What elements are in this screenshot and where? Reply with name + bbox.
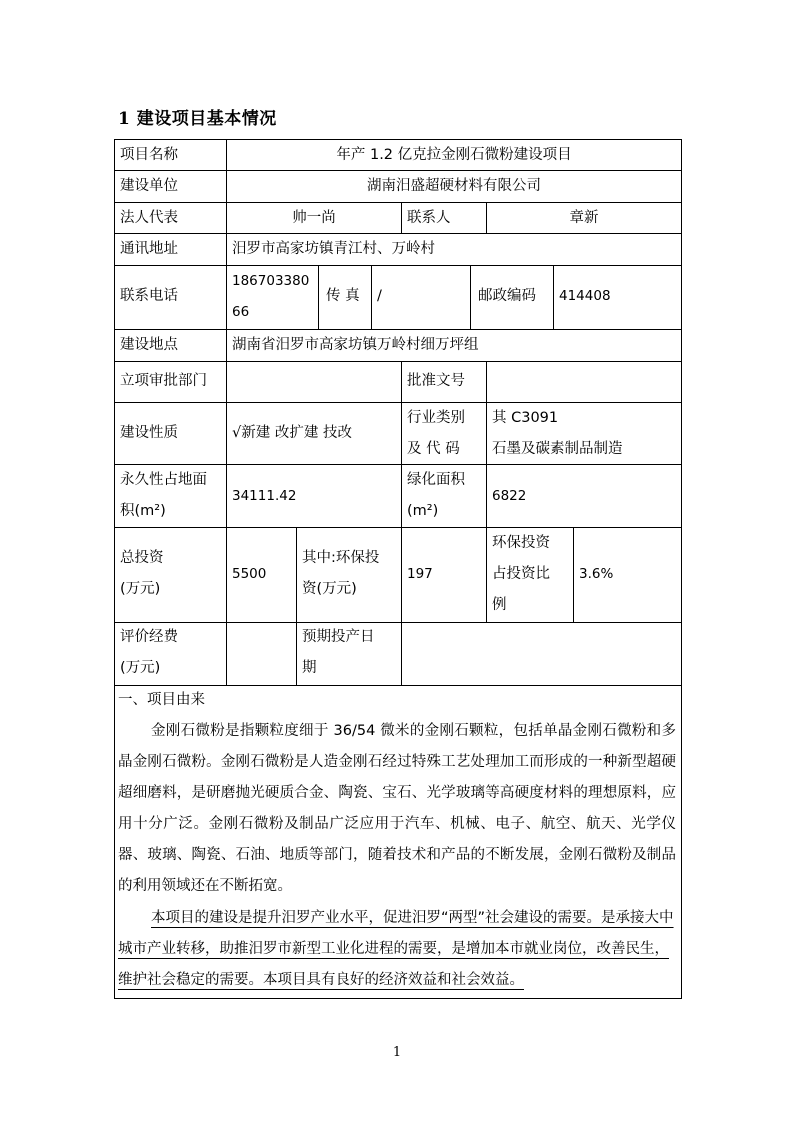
paragraph-1: 金刚石微粉是指颗粒度细于 36/54 微米的金刚石颗粒，包括单晶金刚石微粉和多晶金刚石微粉。金刚石微粉是人造金刚石经过特殊工艺处理加工而形成的一种新型超硬超细磨料，是研磨抛光硬质合金、陶瓷、宝石、光学玻璃等高硬度材料的理想原料，应用十分广泛。金刚石微粉及制品广泛应用于汽车、机械、电子、航空、航天、光学仪器、玻璃、陶瓷、石油、地质等部门，随着技术和产品的不断发展，金刚石微粉及制品的利用领域还在不断拓宽。 [118,723,676,894]
page-number: 1 [392,1045,402,1060]
env-invest-label-1: 其中:环保投 [302,550,380,566]
project-name: 年产 1.2 亿克拉金刚石微粉建设项目 [336,147,572,163]
paragraph-2: 本项目的建设是提升汨罗产业水平，促进汨罗“两型”社会建设的需要。是承接大中城市产业转移，助推汨罗市新型工业化进程的需要，是增加本市就业岗位，改善民生，维护社会稳定的需要。本项目具有良好的经济效益和社会效益。 [118,910,674,988]
industry-label-2: 及 代 码 [407,441,460,457]
site: 湖南省汨罗市高家坊镇万岭村细万坪组 [232,337,479,353]
address: 汨罗市高家坊镇青江村、万岭村 [232,241,435,257]
site-label: 建设地点 [120,337,178,353]
green: 6822 [492,488,527,504]
env-invest-label-2: 资(万元) [302,581,357,597]
industry-code: 其 C3091 [492,410,559,426]
env-ratio: 3.6% [579,566,614,582]
nature: √新建 改扩建 技改 [232,425,352,441]
industry-name: 石墨及碳素制品制造 [492,441,623,457]
fax: / [377,288,382,304]
phone-line-2: 66 [232,304,250,320]
phone-label: 联系电话 [120,288,178,304]
env-ratio-label-2: 占投资比 [492,566,550,582]
project-name-label: 项目名称 [120,147,178,163]
address-label: 通讯地址 [120,241,178,257]
fax-label: 传 真 [326,288,360,304]
legal-rep: 帅一尚 [292,210,336,226]
section-title: 一、项目由来 [118,692,205,708]
invest-label-1: 总投资 [120,550,164,566]
prod-date-label-1: 预期投产日 [302,629,375,645]
invest: 5500 [232,566,267,582]
env-ratio-label-3: 例 [492,597,507,613]
industry-label-1: 行业类别 [407,410,465,426]
builder: 湖南汨盛超硬材料有限公司 [367,178,541,194]
phone-line-1: 186703380 [232,273,310,289]
invest-label-2: (万元) [120,581,161,597]
approval-no-label: 批准文号 [407,373,465,389]
postcode: 414408 [559,288,611,304]
legal-rep-label: 法人代表 [120,210,178,226]
postcode-label: 邮政编码 [478,288,536,304]
land: 34111.42 [232,488,297,504]
env-ratio-label-1: 环保投资 [492,535,550,551]
builder-label: 建设单位 [120,178,178,194]
green-label-1: 绿化面积 [407,472,465,488]
section-heading: 1 建设项目基本情况 [118,109,277,129]
approval-dept-label: 立项审批部门 [120,373,207,389]
eval-fee-label-1: 评价经费 [120,629,178,645]
nature-label: 建设性质 [120,425,178,441]
green-label-2: (m²) [407,503,439,519]
section-origin [118,685,676,902]
env-invest: 197 [407,566,433,582]
land-label-2: 积(m²) [120,503,166,519]
contact: 章新 [569,210,599,226]
contact-label: 联系人 [407,210,451,226]
prod-date-label-2: 期 [302,660,317,676]
land-label-1: 永久性占地面 [120,472,207,488]
eval-fee-label-2: (万元) [120,660,161,676]
